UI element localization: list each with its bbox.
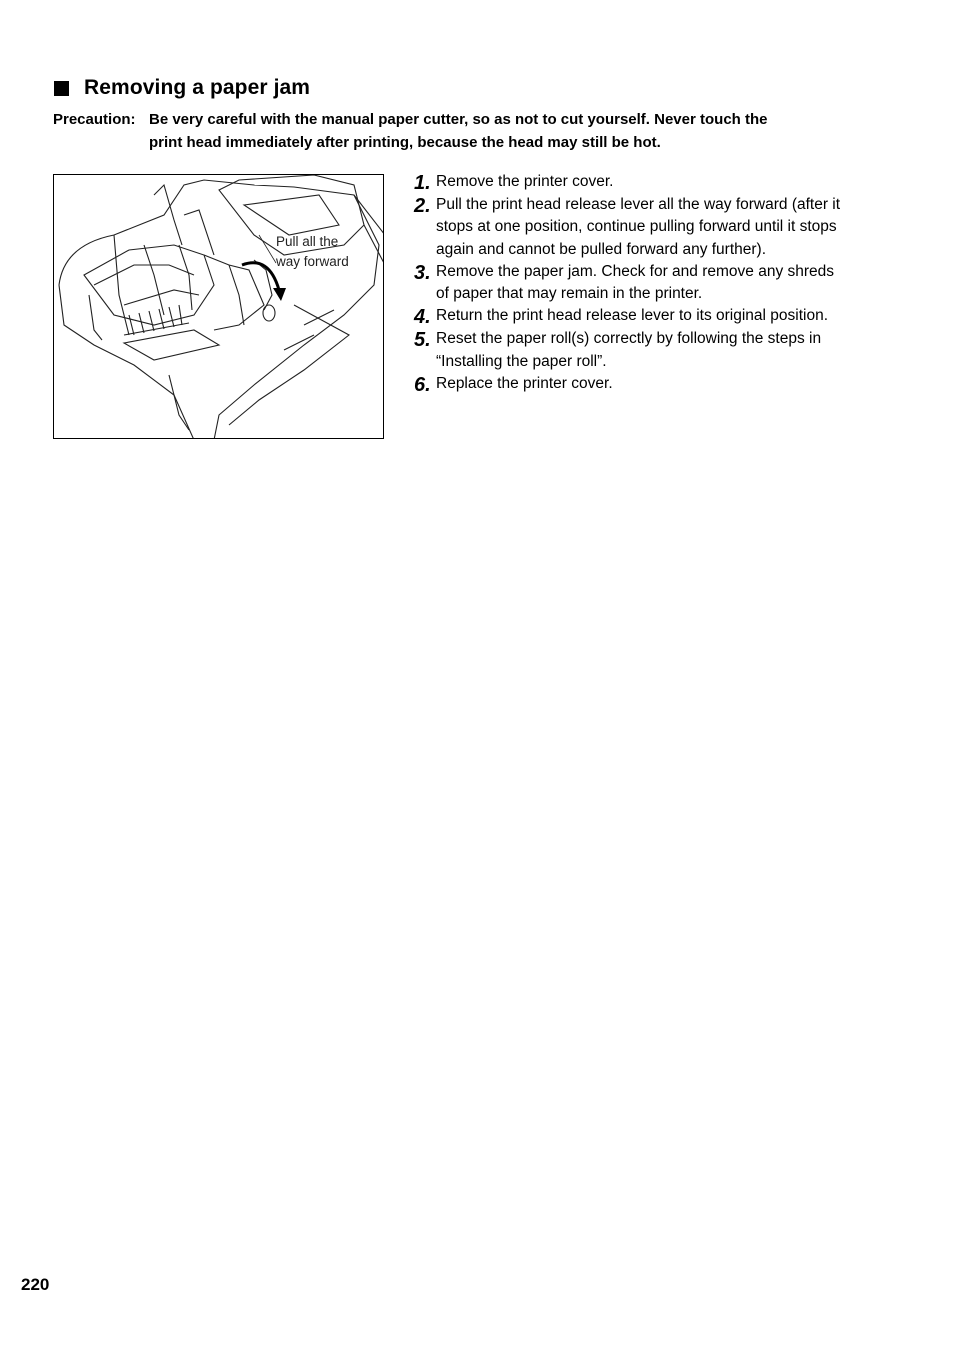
step-number: 4. xyxy=(414,306,431,329)
section-heading xyxy=(54,76,310,100)
list-item xyxy=(414,373,884,396)
figure-callout xyxy=(276,232,349,272)
step-text: Replace the printer cover. xyxy=(436,375,613,393)
steps-list xyxy=(414,171,884,396)
list-item xyxy=(414,171,884,194)
step-number: 6. xyxy=(414,374,431,397)
precaution-label: Precaution: xyxy=(53,111,136,128)
precaution-note xyxy=(53,108,873,154)
step-text: Return the print head release lever to its original position. xyxy=(436,307,829,325)
step-text: Pull the print head release lever all the way forward (after it xyxy=(436,196,841,213)
step-text: Remove the paper jam. Check for and remove any shreds xyxy=(436,262,835,280)
step-number: 3. xyxy=(414,261,431,284)
step-text: again and cannot be pulled forward any further). xyxy=(436,240,767,258)
step-text: of paper that may remain in the printer. xyxy=(436,285,703,303)
precaution-text-line1: Be very careful with the manual paper cutter, so as not to cut yourself. Never touch the xyxy=(149,111,768,128)
step-text: stops at one position, continue pulling forward until it stops xyxy=(436,218,837,236)
list-item xyxy=(414,328,884,373)
page-number: 220 xyxy=(21,1275,50,1294)
printer-illustration xyxy=(53,174,384,439)
section-title: Removing a paper jam xyxy=(84,76,311,99)
list-item xyxy=(414,305,884,328)
square-bullet-icon xyxy=(54,81,69,96)
precaution-text-line2: print head immediately after printing, because the head may still be hot. xyxy=(149,134,661,151)
step-text: “Installing the paper roll”. xyxy=(436,352,607,370)
step-text: Reset the paper roll(s) correctly by following the steps in xyxy=(436,330,822,348)
step-text: Remove the printer cover. xyxy=(436,173,614,190)
list-item xyxy=(414,261,884,306)
step-number: 2. xyxy=(414,195,431,217)
callout-line1: Pull all the xyxy=(276,234,339,249)
list-item xyxy=(414,194,884,261)
step-number: 5. xyxy=(414,329,431,352)
callout-line2: way forward xyxy=(276,254,349,269)
step-number: 1. xyxy=(414,172,431,194)
printer-drawing xyxy=(54,175,384,439)
